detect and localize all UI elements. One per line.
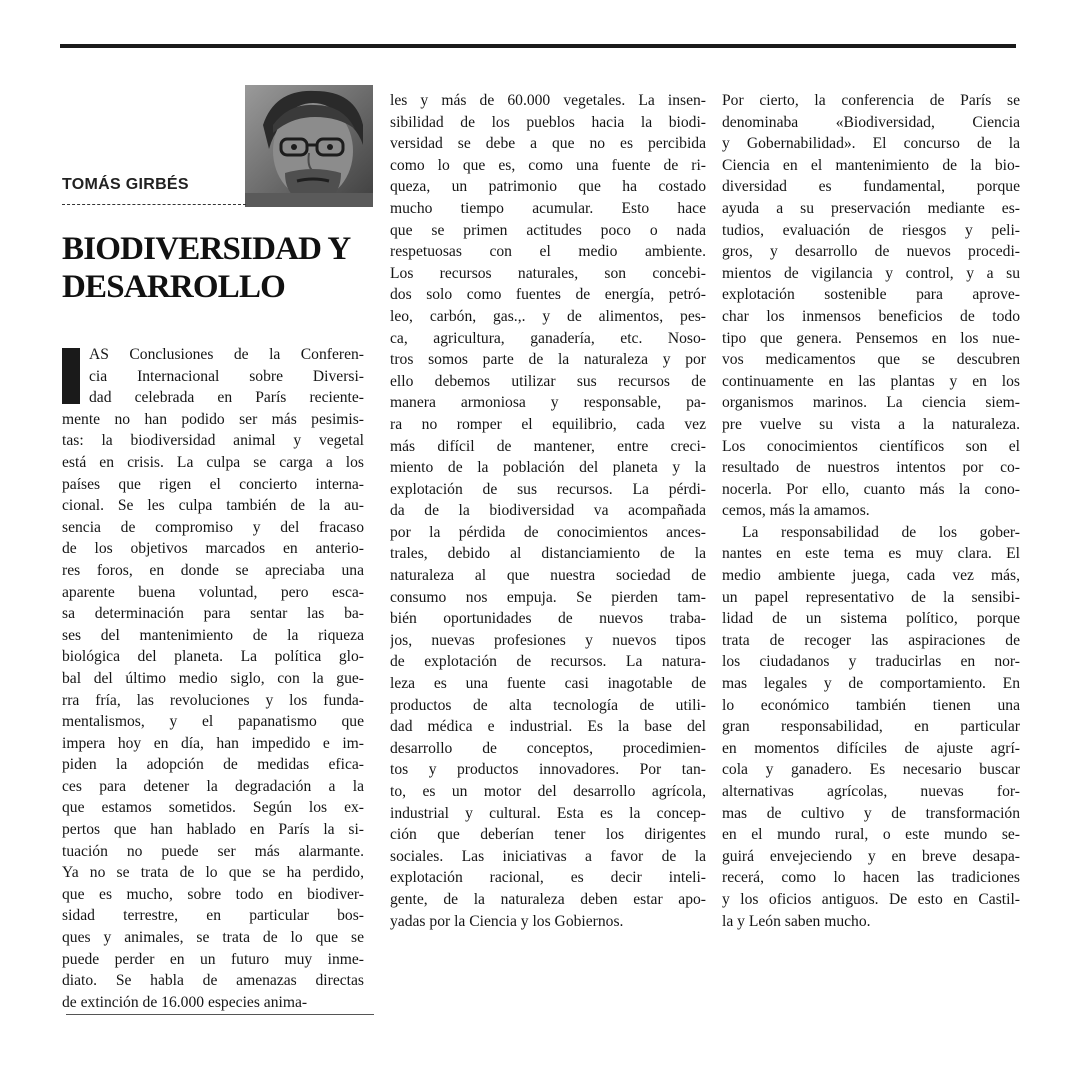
- article-line: como lo que es, como una fuente de ri-: [390, 156, 706, 174]
- article-line: queza, un patrimonio que ha costado: [390, 178, 706, 196]
- article-line: organismos marinos. La ciencia siem-: [722, 394, 1020, 412]
- article-column-3: [722, 90, 1020, 932]
- article-line: que es mucho, sobre todo en biodiver-: [62, 885, 364, 903]
- article-line: gente, de la naturaleza deben estar apo-: [390, 890, 706, 908]
- article-line: diato. Se habla de amenazas directas: [62, 972, 364, 990]
- article-line: explotación sostenible para aprove-: [722, 286, 1020, 304]
- article-line: piden la adopción de medidas efica-: [62, 756, 364, 774]
- author-photo: [245, 85, 373, 207]
- article-line: Por cierto, la conferencia de París se: [722, 92, 1020, 109]
- article-line: Ya no se trata de lo que se ha perdido,: [62, 864, 364, 882]
- article-line: AS Conclusiones de la Conferen-: [89, 346, 364, 363]
- article-line: lo económico también tienen una: [722, 696, 1020, 714]
- article-line: dos solo como fuentes de energía, petró-: [390, 286, 706, 304]
- article-line: La responsabilidad de los gober-: [742, 523, 1020, 541]
- article-line: cemos, más la amamos.: [722, 502, 870, 520]
- article-line: sa determinación para sentar las ba-: [62, 605, 364, 623]
- headline-line: BIODIVERSIDAD Y: [62, 231, 351, 267]
- article-line: ello debemos utilizar sus recursos de: [390, 372, 706, 390]
- article-line: bién oportunidades de nuevos traba-: [390, 610, 706, 628]
- article-line: ca, agricultura, ganadería, etc. Noso-: [390, 329, 706, 347]
- article-line: sidad terrestre, en particular bos-: [62, 907, 364, 925]
- article-line: tas: la biodiversidad animal y vegetal: [62, 432, 364, 450]
- article-line: cia Internacional sobre Diversi-: [89, 367, 364, 385]
- article-line: ayuda a su preservación mediante es-: [722, 199, 1020, 217]
- article-line: pre vuelve su vista a la naturaleza.: [722, 415, 1020, 433]
- article-line: ces para detener la degradación a la: [62, 777, 364, 795]
- article-line: biológica del planeta. La política glo-: [62, 648, 364, 666]
- article-line: ra no romper el equilibrio, cada vez: [390, 415, 706, 433]
- article-line: por la pérdida de conocimientos ances-: [390, 523, 706, 541]
- byline-divider: [62, 204, 246, 205]
- article-line: recerá, como lo hacen las tradiciones: [722, 869, 1020, 887]
- article-line: continuamente en las plantas y en los: [722, 372, 1020, 390]
- article-line: impera hoy en día, han impedido e im-: [62, 734, 364, 752]
- article-line: lidad de un sistema político, porque: [722, 610, 1020, 628]
- article-line: tros somos parte de la naturaleza y por: [390, 351, 706, 369]
- article-line: ses del mantenimiento de la riqueza: [62, 626, 364, 644]
- article-line: gran responsabilidad, en particular: [722, 718, 1020, 736]
- top-rule: [60, 44, 1016, 48]
- article-line: miento de la población del planeta y la: [390, 459, 706, 477]
- article-line: industrial y cultural. Esta es la concep-: [390, 804, 706, 822]
- article-line: en el mundo rural, o este mundo se-: [722, 826, 1020, 844]
- article-line: denominaba «Biodiversidad, Ciencia: [722, 113, 1020, 131]
- article-line: de explotación de recursos. La natura-: [390, 653, 706, 671]
- article-line: vos medicamentos que se descubren: [722, 351, 1020, 369]
- article-line: puede perder en un futuro muy inme-: [62, 950, 364, 968]
- article-line: to, es un motor del desarrollo agrícola,: [390, 783, 706, 800]
- article-line: respetuosas con el medio ambiente.: [390, 243, 706, 261]
- article-line: yadas por la Ciencia y los Gobiernos.: [390, 912, 624, 930]
- article-line: jos, nuevas profesiones y nuevos tipos: [390, 631, 706, 649]
- article-line: manera armoniosa y responsable, pa-: [390, 394, 706, 412]
- article-line: que estamos sometidos. Según los ex-: [62, 799, 364, 817]
- article-line: de los objetivos marcados en anterio-: [62, 540, 364, 558]
- article-line: y los oficios antiguos. De esto en Castil-: [722, 890, 1020, 908]
- article-line: mentalismos, y el papanatismo que: [62, 713, 364, 731]
- article-line: medio ambiente juega, cada vez más,: [722, 567, 1020, 585]
- article-line: naturaleza al que nuestra sociedad de: [390, 567, 706, 585]
- article-line: pertos que han hablado en París la si-: [62, 821, 364, 839]
- article-line: mas de cultivo y de transformación: [722, 804, 1020, 822]
- article-line: guirá envejeciendo y en breve desapa-: [722, 847, 1020, 865]
- article-line: tos y productos innovadores. Por tan-: [390, 761, 706, 779]
- article-line: países que rigen el concierto interna-: [62, 475, 364, 493]
- article-line: desarrollo de conceptos, procedimien-: [390, 739, 706, 757]
- bottom-rule: [66, 1014, 374, 1015]
- article-line: está en crisis. La culpa se carga a los: [62, 453, 364, 471]
- article-line: y Gobernabilidad». El concurso de la: [722, 135, 1020, 153]
- article-line: alternativas agrícolas, nuevas for-: [722, 783, 1020, 800]
- article-line: sencia de compromiso y del fracaso: [62, 518, 364, 536]
- article-line: da de la biodiversidad va acompañada: [390, 502, 706, 520]
- article-line: nantes en este tema es muy clara. El: [722, 545, 1020, 563]
- article-line: tuación no puede ser más alarmante.: [62, 842, 364, 860]
- article-line: que se primen actitudes poco o nada: [390, 221, 706, 239]
- article-line: más difícil de mantener, entre creci-: [390, 437, 706, 455]
- article-line: trata de recoger las aspiraciones de: [722, 631, 1020, 649]
- article-line: ques y animales, se trata de lo que se: [62, 929, 364, 947]
- article-line: diversidad es fundamental, porque: [722, 178, 1020, 196]
- article-line: leza es una fuente casi inagotable de: [390, 675, 706, 693]
- article-line: les y más de 60.000 vegetales. La insen-: [390, 92, 706, 109]
- article-line: cional. Se les culpa también de la au-: [62, 497, 364, 515]
- article-line: mientos de vigilancia y control, y a su: [722, 264, 1020, 282]
- article-line: gros, y desarrollo de nuevos procedi-: [722, 243, 1020, 261]
- article-line: explotación racional, es decir inteli-: [390, 869, 706, 887]
- article-line: mente no han podido ser más pesimis-: [62, 410, 364, 428]
- article-line: Los conocimientos científicos son el: [722, 437, 1020, 455]
- article-line: de extinción de 16.000 especies anima-: [62, 993, 308, 1011]
- article-line: resultado de nuestros intentos por co-: [722, 459, 1020, 477]
- article-line: trales, debido al distanciamiento de la: [390, 545, 706, 563]
- article-line: ción que deberían tener los dirigentes: [390, 826, 706, 844]
- article-line: los ciudadanos y traducirlas en nor-: [722, 653, 1020, 671]
- article-line: un papel representativo de la sensibi-: [722, 588, 1020, 606]
- article-line: Los recursos naturales, son concebi-: [390, 264, 706, 282]
- article-line: explotación de sus recursos. La pérdi-: [390, 480, 706, 498]
- article-line: en momentos difíciles de ajuste agrí-: [722, 739, 1020, 757]
- article-column-1: [62, 344, 364, 1013]
- article-line: char los inmensos beneficios de todo: [722, 307, 1020, 325]
- article-line: rra fría, las revoluciones y los funda-: [62, 691, 364, 709]
- article-line: dad médica e industrial. Es la base del: [390, 718, 706, 736]
- headline-line: DESARROLLO: [62, 269, 286, 305]
- article-line: tipo que genera. Pensemos en los nue-: [722, 329, 1020, 347]
- article-line: productos de alta tecnología de utili-: [390, 696, 706, 714]
- article-line: mas legales y de comportamiento. En: [722, 675, 1020, 693]
- article-line: consumo nos empuja. Se pierden tam-: [390, 588, 706, 606]
- article-line: res foros, en donde se apreciaba una: [62, 561, 364, 579]
- article-line: versidad se debe a que no es percibida: [390, 135, 706, 153]
- article-line: sibilidad de los pueblos hacia la biodi-: [390, 113, 706, 131]
- article-line: dad celebrada en París reciente-: [89, 389, 364, 407]
- article-line: tudios, evaluación de riesgos y peli-: [722, 221, 1020, 239]
- article-line: Ciencia en el mantenimiento de la bio-: [722, 156, 1020, 174]
- headline: [62, 230, 382, 306]
- article-line: la y León saben mucho.: [722, 912, 871, 930]
- article-line: bal del último medio siglo, con la gue-: [62, 669, 364, 687]
- article-line: nocerla. Por ello, cuanto más la cono-: [722, 480, 1020, 498]
- author-byline: TOMÁS GIRBÉS: [62, 176, 189, 193]
- article-line: sociales. Las iniciativas a favor de la: [390, 847, 706, 865]
- article-line: cola y ganadero. Es necesario buscar: [722, 761, 1020, 779]
- article-line: aparente buena voluntad, pero esca-: [62, 583, 364, 601]
- article-column-2: [390, 90, 706, 932]
- article-line: leo, carbón, gas.,. y de alimentos, pes-: [390, 307, 706, 325]
- article-line: mucho tiempo acumular. Esto hace: [390, 199, 706, 217]
- drop-cap-l: [62, 348, 80, 404]
